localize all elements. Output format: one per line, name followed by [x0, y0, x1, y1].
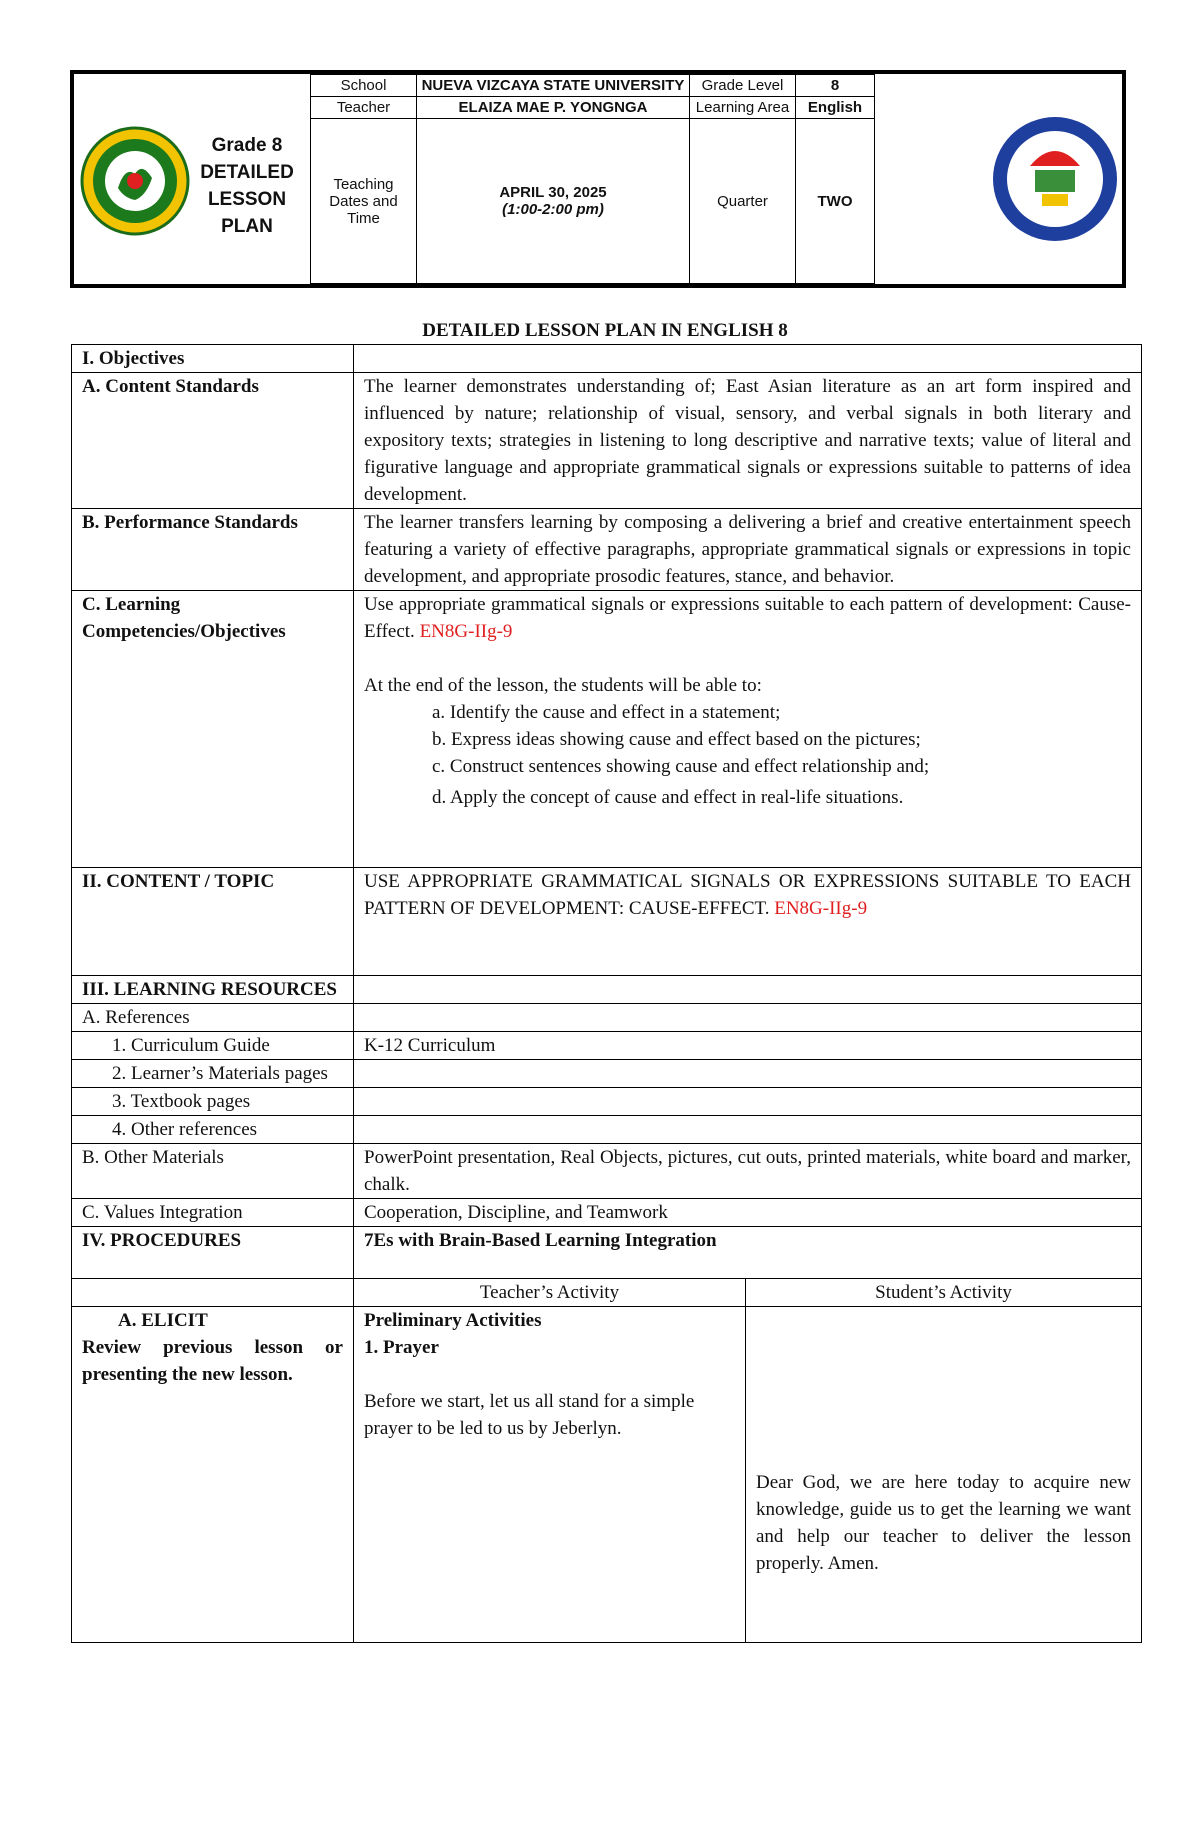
teacher-value: ELAIZA MAE P. YONGNGA — [417, 97, 690, 119]
prayer-heading: 1. Prayer — [364, 1337, 439, 1358]
teacher-label: Teacher — [311, 97, 417, 119]
content-topic-text: USE APPROPRIATE GRAMMATICAL SIGNALS OR EXPRESSIONS SUITABLE TO EACH PATTERN OF DEVELOPMENT: CAUSE-EFFECT. — [364, 871, 1131, 919]
objectives-heading: I. Objectives — [72, 345, 354, 373]
other-materials-label: B. Other Materials — [72, 1144, 354, 1199]
grade-title: Grade 8 DETAILED LESSON PLAN — [200, 135, 294, 237]
values-label: C. Values Integration — [72, 1199, 354, 1227]
end-of-lesson-intro: At the end of the lesson, the students will be able to: — [364, 675, 762, 696]
date-cell — [417, 119, 690, 284]
content-standards-label: A. Content Standards — [72, 373, 354, 509]
competency-code: EN8G-IIg-9 — [419, 621, 513, 642]
preliminary-activities: Preliminary Activities — [364, 1310, 542, 1331]
student-prayer-text: Dear God, we are here today to acquire new knowledge, guide us to get the learning we want and help our teacher to deliver the lesson properly. Amen. — [756, 1472, 1131, 1574]
header-block — [70, 70, 1126, 288]
nvsu-seal-logo — [80, 126, 190, 236]
student-activity-cell — [746, 1307, 1142, 1643]
elicit-label: A. ELICIT — [118, 1310, 208, 1331]
learners-materials-label: 2. Learner’s Materials pages — [72, 1060, 354, 1088]
other-materials-value: PowerPoint presentation, Real Objects, pictures, cut outs, printed materials, white board and marker, chalk. — [354, 1144, 1142, 1199]
procedures-approach: 7Es with Brain-Based Learning Integration — [354, 1227, 1142, 1279]
learning-area-value: English — [796, 97, 875, 119]
cte-seal-logo — [990, 114, 1120, 244]
date-value: APRIL 30, 2025 — [499, 184, 607, 201]
content-topic-cell — [354, 868, 1142, 976]
objective-item: a. Identify the cause and effect in a statement; — [432, 702, 781, 723]
teacher-activity-header: Teacher’s Activity — [354, 1279, 746, 1307]
objective-item: b. Express ideas showing cause and effect based on the pictures; — [432, 729, 921, 750]
learning-area-label: Learning Area — [690, 97, 796, 119]
time-value: (1:00-2:00 pm) — [502, 201, 604, 218]
values-value: Cooperation, Discipline, and Teamwork — [354, 1199, 1142, 1227]
curriculum-guide-value: K-12 Curriculum — [354, 1032, 1142, 1060]
competencies-cell — [354, 591, 1142, 868]
lesson-plan-table — [71, 344, 1142, 1643]
other-refs-label: 4. Other references — [72, 1116, 354, 1144]
objective-item: c. Construct sentences showing cause and effect relationship and; — [432, 756, 930, 777]
procedures-label: IV. PROCEDURES — [72, 1227, 354, 1279]
elicit-description: Review previous lesson or presenting the new lesson. — [82, 1337, 343, 1385]
performance-standards-text: The learner transfers learning by composing a delivering a brief and creative entertainment speech featuring a variety of effective paragraphs, appropriate grammatical signals or expressions in topic development, and appropriate prosodic features, stance, and behavior. — [354, 509, 1142, 591]
quarter-label: Quarter — [690, 119, 796, 284]
content-topic-label: II. CONTENT / TOPIC — [72, 868, 354, 976]
elicit-cell — [72, 1307, 354, 1643]
objective-item: d. Apply the concept of cause and effect in real-life situations. — [432, 787, 904, 808]
performance-standards-label: B. Performance Standards — [72, 509, 354, 591]
resources-heading: III. LEARNING RESOURCES — [72, 976, 354, 1004]
header-info-table — [310, 74, 1046, 284]
textbook-label: 3. Textbook pages — [72, 1088, 354, 1116]
school-value: NUEVA VIZCAYA STATE UNIVERSITY — [417, 75, 690, 97]
objectives-blank — [354, 345, 1142, 373]
dates-label: Teaching Dates and Time — [311, 119, 417, 284]
grade-level-value: 8 — [796, 75, 875, 97]
content-topic-code: EN8G-IIg-9 — [774, 898, 868, 919]
competencies-text: Use appropriate grammatical signals or expressions suitable to each pattern of development: Cause-Effect. — [364, 594, 1131, 642]
grade-level-label: Grade Level — [690, 75, 796, 97]
teacher-activity-cell — [354, 1307, 746, 1643]
school-label: School — [311, 75, 417, 97]
document-title: DETAILED LESSON PLAN IN ENGLISH 8 — [422, 320, 788, 341]
competencies-label: C. Learning Competencies/Objectives — [72, 591, 354, 868]
teacher-prayer-text: Before we start, let us all stand for a simple prayer to be led to us by Jeberlyn. — [364, 1391, 695, 1439]
quarter-value: TWO — [796, 119, 875, 284]
curriculum-guide-label: 1. Curriculum Guide — [72, 1032, 354, 1060]
references-label: A. References — [72, 1004, 354, 1032]
student-activity-header: Student’s Activity — [746, 1279, 1142, 1307]
content-standards-text: The learner demonstrates understanding of; East Asian literature as an art form inspired and influenced by nature; relationship of visual, sensory, and verbal signals in both literary and expository texts; strategies in listening to long descriptive and narrative texts; value of literal and figurative language and appropriate grammatical signals or expressions suitable to patterns of idea development. — [354, 373, 1142, 509]
